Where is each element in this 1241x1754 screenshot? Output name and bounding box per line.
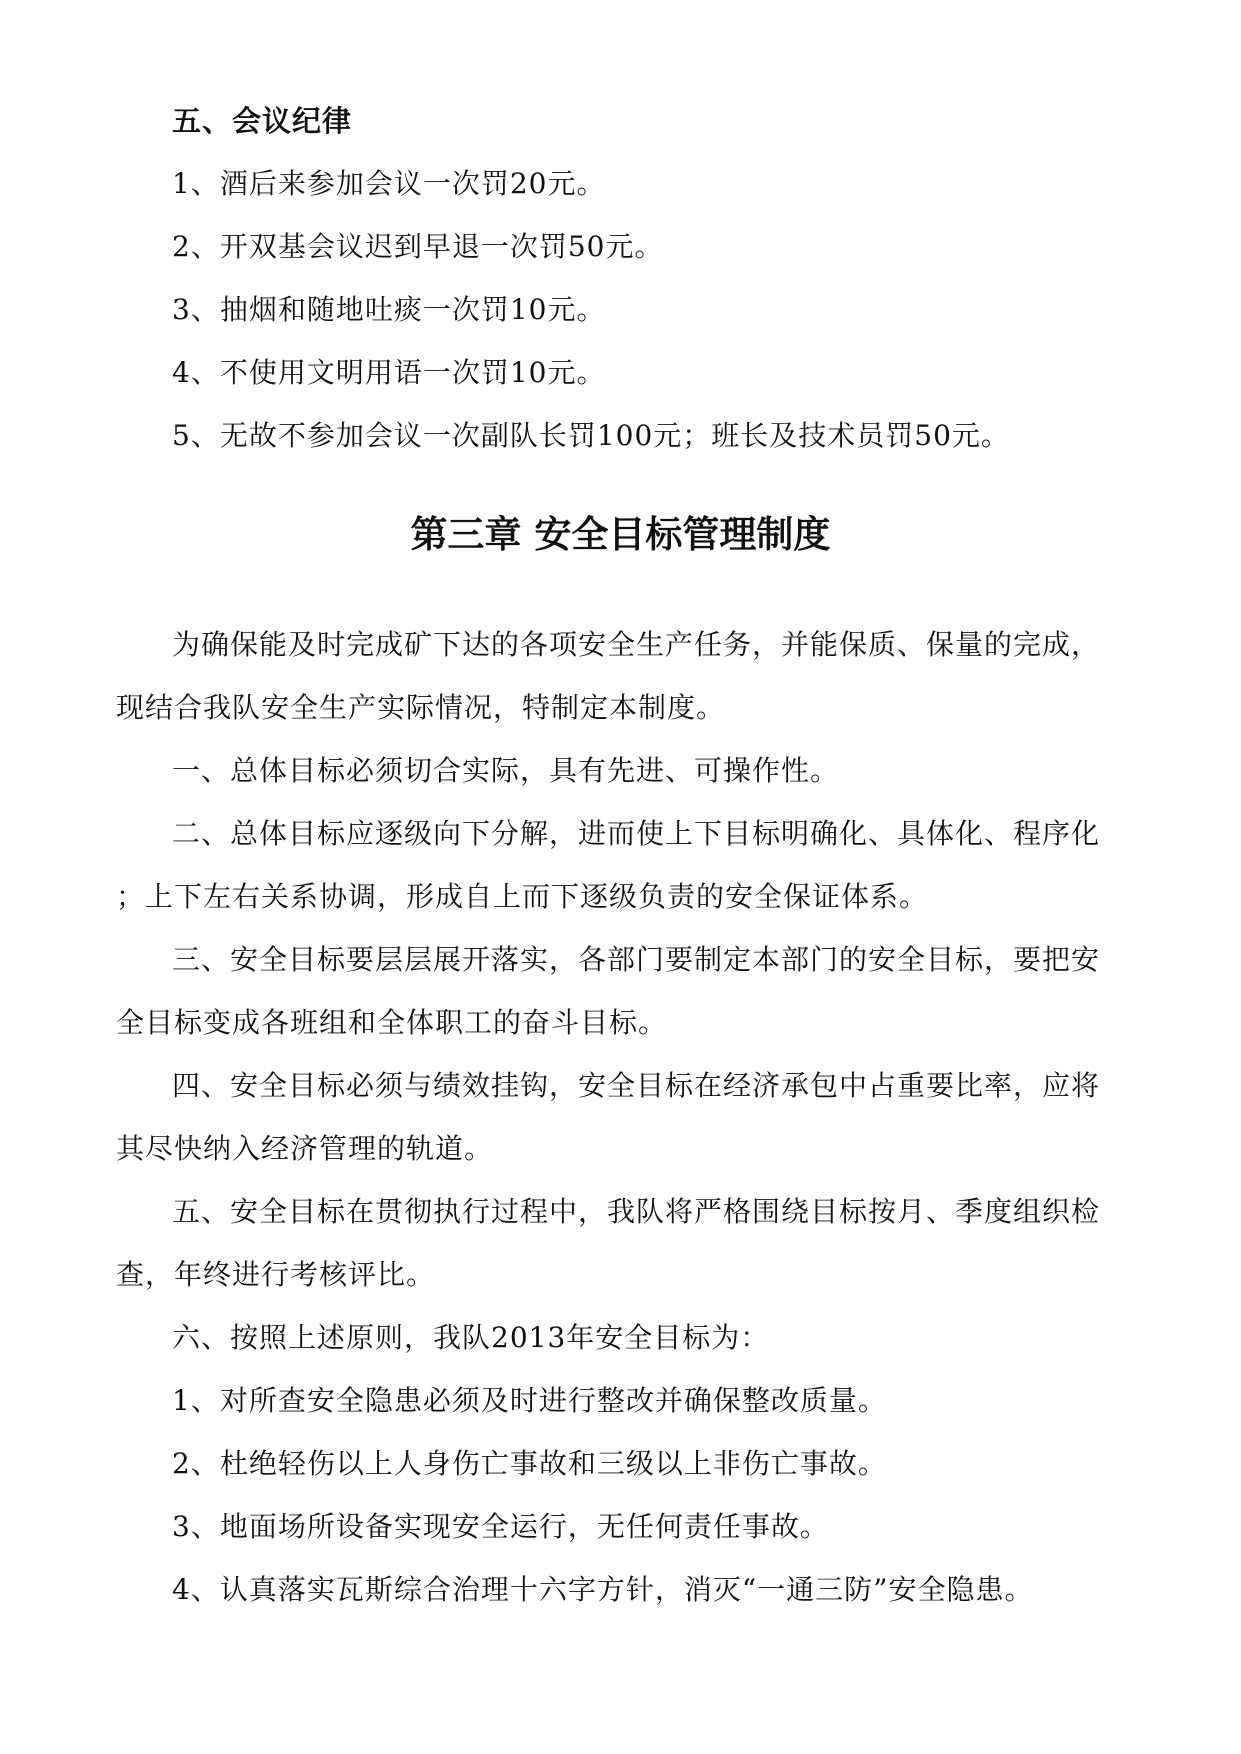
- paragraph-line: 三、安全目标要层层展开落实，各部门要制定本部门的安全目标，要把安: [172, 943, 1101, 976]
- list-item: 3、抽烟和随地吐痰一次罚10元。: [172, 293, 606, 326]
- paragraph-line: 一、总体目标必须切合实际，具有先进、可操作性。: [172, 754, 840, 787]
- paragraph-line: 为确保能及时完成矿下达的各项安全生产任务，并能保质、保量的完成，: [172, 628, 1101, 661]
- list-item: 4、认真落实瓦斯综合治理十六字方针，消灭“一通三防”安全隐患。: [172, 1573, 1034, 1606]
- section-heading: 五、会议纪律: [172, 104, 353, 138]
- list-item: 1、对所查安全隐患必须及时进行整改并确保整改质量。: [172, 1384, 887, 1417]
- list-item: 4、不使用文明用语一次罚10元。: [172, 356, 606, 389]
- paragraph-line: 六、按照上述原则，我队2013年安全目标为：: [172, 1321, 770, 1354]
- paragraph-line: 全目标变成各班组和全体职工的奋斗目标。: [116, 1006, 668, 1039]
- paragraph-line: 五、安全目标在贯彻执行过程中，我队将严格围绕目标按月、季度组织检: [172, 1195, 1101, 1228]
- list-item: 5、无故不参加会议一次副队长罚100元；班长及技术员罚50元。: [172, 419, 1010, 452]
- list-item: 3、地面场所设备实现安全运行，无任何责任事故。: [172, 1510, 829, 1543]
- list-item: 2、开双基会议迟到早退一次罚50元。: [172, 230, 664, 263]
- paragraph-line: 二、总体目标应逐级向下分解，进而使上下目标明确化、具体化、程序化: [172, 817, 1101, 850]
- chapter-title: 第三章 安全目标管理制度: [410, 513, 831, 556]
- paragraph-line: 现结合我队安全生产实际情况，特制定本制度。: [116, 691, 726, 724]
- list-item: 2、杜绝轻伤以上人身伤亡事故和三级以上非伤亡事故。: [172, 1447, 887, 1480]
- paragraph-line: 四、安全目标必须与绩效挂钩，安全目标在经济承包中占重要比率，应将: [172, 1069, 1101, 1102]
- paragraph-line: 查，年终进行考核评比。: [116, 1258, 436, 1291]
- paragraph-line: 其尽快纳入经济管理的轨道。: [116, 1132, 494, 1165]
- paragraph-line: ；上下左右关系协调，形成自上而下逐级负责的安全保证体系。: [116, 880, 929, 913]
- list-item: 1、酒后来参加会议一次罚20元。: [172, 167, 606, 200]
